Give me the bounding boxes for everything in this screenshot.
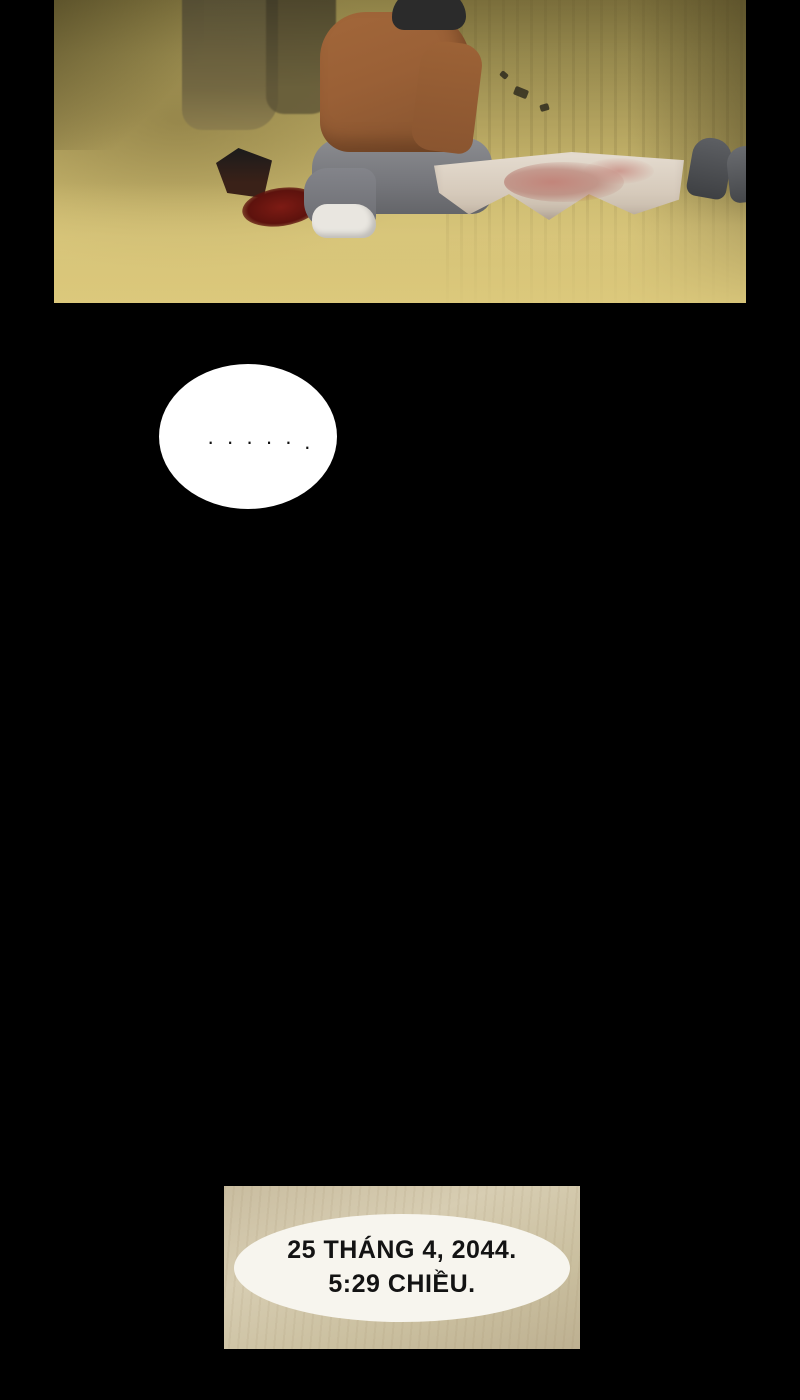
caption-line-date: 25 THÁNG 4, 2044. bbox=[287, 1235, 517, 1264]
man-foot bbox=[312, 204, 376, 238]
speech-bubble bbox=[159, 364, 337, 509]
background-figure-left bbox=[182, 0, 278, 130]
caption-oval bbox=[234, 1214, 570, 1322]
blood-stain-secondary bbox=[584, 158, 654, 184]
man-arm bbox=[410, 39, 485, 156]
caption-box bbox=[224, 1186, 580, 1349]
fallen-body bbox=[434, 140, 746, 270]
caption-line-time: 5:29 CHIỀU. bbox=[328, 1269, 476, 1298]
speech-bubble-text: · · · · · . bbox=[207, 428, 314, 454]
comic-panel-top bbox=[54, 0, 746, 303]
man-head bbox=[392, 0, 466, 30]
